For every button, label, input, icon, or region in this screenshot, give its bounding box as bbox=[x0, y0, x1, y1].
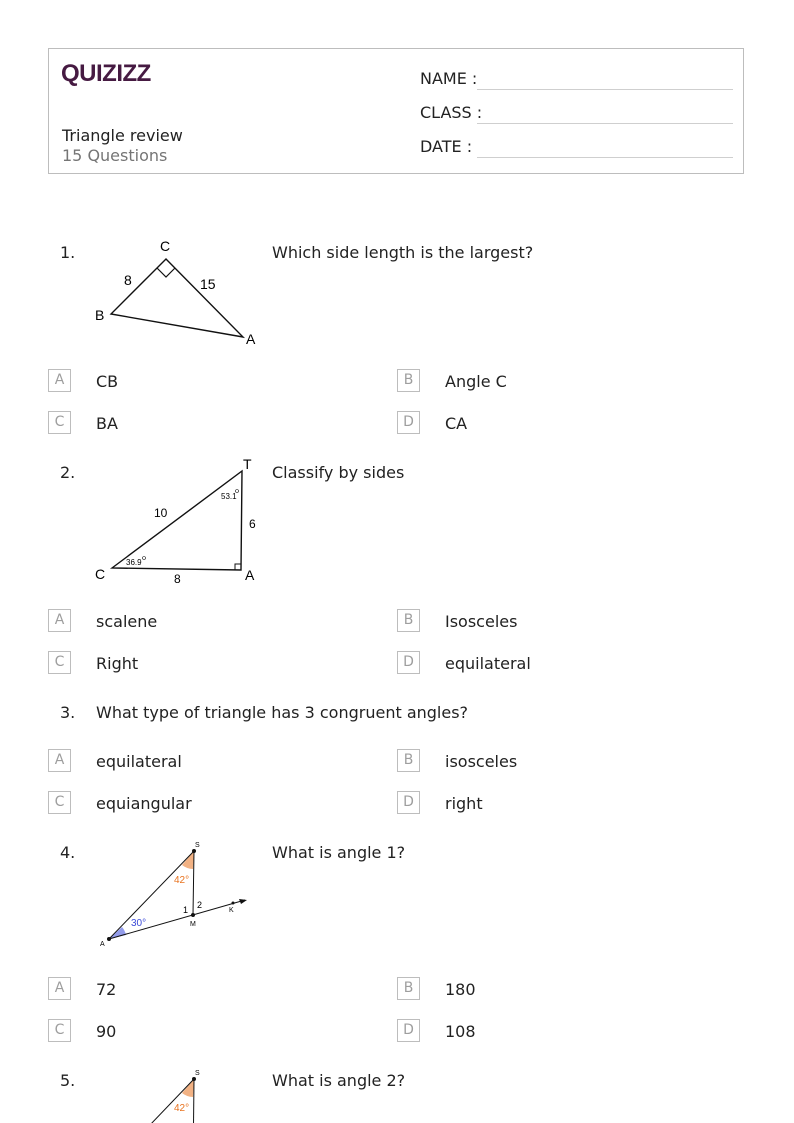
question-4-text: What is angle 1? bbox=[272, 843, 406, 862]
q4-option-b-box[interactable]: B bbox=[397, 977, 420, 1000]
class-label: CLASS : bbox=[420, 103, 483, 122]
q4-option-d-box[interactable]: D bbox=[397, 1019, 420, 1042]
quizizz-logo bbox=[61, 57, 171, 87]
q4-option-c-text: 90 bbox=[96, 1022, 117, 1041]
q4-vertex-s: S bbox=[195, 842, 200, 849]
q2-angle-t: 53.1 bbox=[221, 492, 237, 501]
q2-option-a-text: scalene bbox=[96, 612, 158, 631]
q4-option-c-box[interactable]: C bbox=[48, 1019, 71, 1042]
logo-text: QUIZIZZ bbox=[61, 60, 151, 87]
q2-option-d-box[interactable]: D bbox=[397, 651, 420, 674]
q2-vertex-t: T bbox=[243, 456, 252, 472]
name-field[interactable] bbox=[477, 89, 733, 90]
worksheet-header bbox=[48, 48, 744, 174]
q1-option-c-text: BA bbox=[96, 414, 118, 433]
q1-vertex-a: A bbox=[246, 331, 256, 347]
q2-side-ct: 10 bbox=[154, 506, 168, 520]
q1-option-c-box[interactable]: C bbox=[48, 411, 71, 434]
q3-option-c-text: equiangular bbox=[96, 794, 192, 813]
name-label: NAME : bbox=[420, 69, 478, 88]
q4-option-a-box[interactable]: A bbox=[48, 977, 71, 1000]
q4-vertex-m: M bbox=[190, 921, 196, 928]
q1-option-d-text: CA bbox=[445, 414, 468, 433]
q4-option-b-text: 180 bbox=[445, 980, 476, 999]
q1-vertex-b: B bbox=[95, 307, 105, 323]
question-4-number: 4. bbox=[60, 843, 76, 862]
q5-angle-s: 42° bbox=[174, 1103, 190, 1114]
q4-option-a-text: 72 bbox=[96, 980, 117, 999]
q4-vertex-a: A bbox=[100, 941, 105, 948]
question-1-text: Which side length is the largest? bbox=[272, 243, 534, 262]
q4-angle-s: 42° bbox=[174, 875, 190, 886]
q3-option-d-text: right bbox=[445, 794, 483, 813]
q1-option-a-text: CB bbox=[96, 372, 119, 391]
q2-option-a-box[interactable]: A bbox=[48, 609, 71, 632]
q3-option-d-box[interactable]: D bbox=[397, 791, 420, 814]
q2-option-c-box[interactable]: C bbox=[48, 651, 71, 674]
worksheet-title: Triangle review bbox=[62, 126, 183, 145]
q3-option-b-box[interactable]: B bbox=[397, 749, 420, 772]
date-field[interactable] bbox=[477, 157, 733, 158]
question-count: 15 Questions bbox=[62, 146, 168, 165]
q4-angle-a: 30° bbox=[131, 918, 147, 929]
q1-option-d-box[interactable]: D bbox=[397, 411, 420, 434]
question-3-number: 3. bbox=[60, 703, 76, 722]
q2-option-c-text: Right bbox=[96, 654, 139, 673]
question-1-figure bbox=[90, 232, 270, 352]
question-5-figure bbox=[95, 1066, 255, 1123]
q5-vertex-s: S bbox=[195, 1070, 200, 1077]
q4-label-1: 1 bbox=[183, 905, 189, 915]
class-field[interactable] bbox=[477, 123, 733, 124]
question-3-text: What type of triangle has 3 congruent angles? bbox=[96, 703, 469, 722]
q4-label-2: 2 bbox=[197, 900, 203, 910]
q2-side-ca: 8 bbox=[174, 572, 181, 586]
q3-option-b-text: isosceles bbox=[445, 752, 518, 771]
q1-option-b-box[interactable]: B bbox=[397, 369, 420, 392]
q2-side-ta: 6 bbox=[249, 517, 256, 531]
question-2-figure bbox=[90, 455, 270, 590]
q4-vertex-k: K bbox=[229, 907, 234, 914]
q3-option-c-box[interactable]: C bbox=[48, 791, 71, 814]
q2-option-b-box[interactable]: B bbox=[397, 609, 420, 632]
q1-option-a-box[interactable]: A bbox=[48, 369, 71, 392]
q2-vertex-c: C bbox=[95, 566, 106, 582]
q1-vertex-c: C bbox=[160, 238, 171, 254]
q1-option-b-text: Angle C bbox=[445, 372, 507, 391]
q3-option-a-box[interactable]: A bbox=[48, 749, 71, 772]
question-5-text: What is angle 2? bbox=[272, 1071, 406, 1090]
date-label: DATE : bbox=[420, 137, 473, 156]
question-5-number: 5. bbox=[60, 1071, 76, 1090]
question-4-figure bbox=[95, 838, 255, 953]
question-2-text: Classify by sides bbox=[272, 463, 405, 482]
q2-option-d-text: equilateral bbox=[445, 654, 531, 673]
q2-option-b-text: Isosceles bbox=[445, 612, 518, 631]
q1-side-cb: 8 bbox=[124, 272, 132, 288]
question-2-number: 2. bbox=[60, 463, 76, 482]
q1-side-ca: 15 bbox=[200, 276, 216, 292]
q3-option-a-text: equilateral bbox=[96, 752, 182, 771]
q2-angle-c: 36.9 bbox=[126, 558, 142, 567]
q4-option-d-text: 108 bbox=[445, 1022, 476, 1041]
question-1-number: 1. bbox=[60, 243, 76, 262]
q2-vertex-a: A bbox=[245, 567, 255, 583]
